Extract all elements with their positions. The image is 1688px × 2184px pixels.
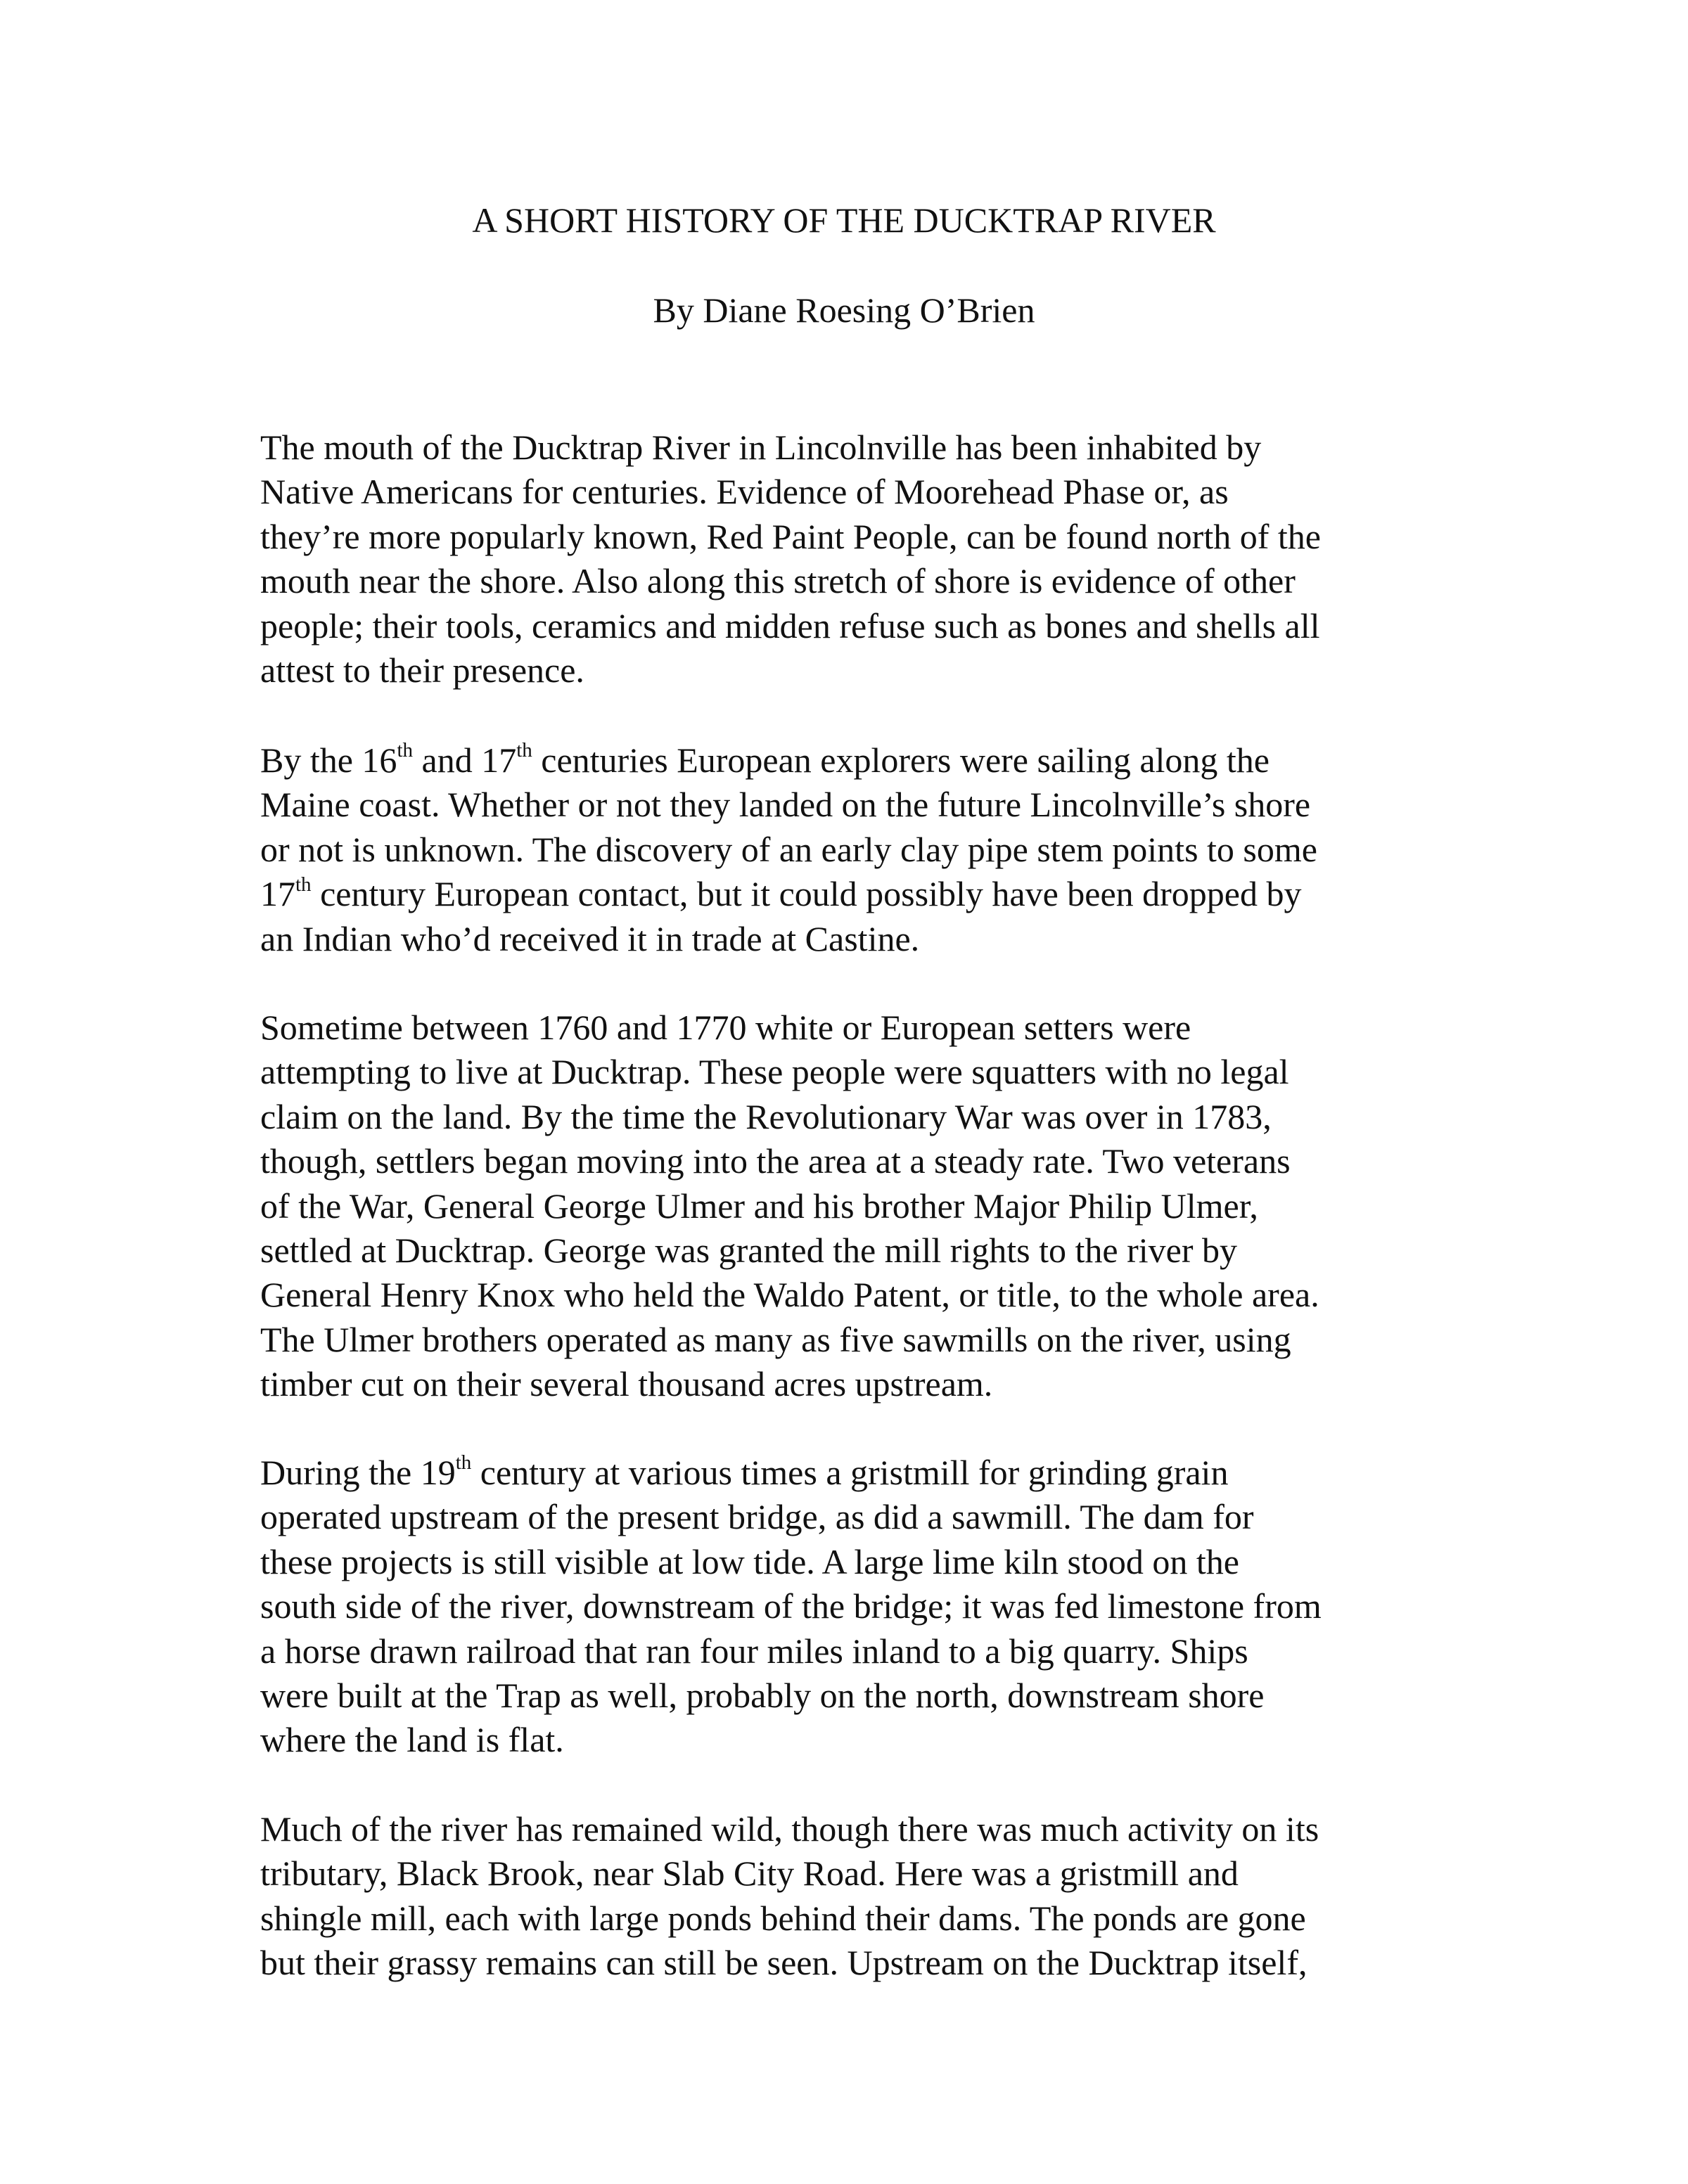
text-line: Much of the river has remained wild, though there was much activity on its <box>260 1809 1319 1849</box>
text-line: timber cut on their several thousand acres upstream. <box>260 1364 993 1404</box>
text-fragment: century at various times a gristmill for grinding grain <box>471 1453 1229 1492</box>
text-line: Maine coast. Whether or not they landed on the future Lincolnville’s shore <box>260 785 1311 825</box>
paragraph-native-americans <box>260 425 1470 693</box>
text-line: of the War, General George Ulmer and his brother Major Philip Ulmer, <box>260 1186 1258 1226</box>
text-line: claim on the land. By the time the Revolutionary War was over in 1783, <box>260 1096 1272 1136</box>
text-line: tributary, Black Brook, near Slab City Road. Here was a gristmill and <box>260 1854 1239 1894</box>
text-line: Sometime between 1760 and 1770 white or European setters were <box>260 1008 1191 1047</box>
text-line: where the land is flat. <box>260 1720 564 1760</box>
text-line <box>260 872 1470 916</box>
ordinal-superscript: th <box>455 1451 472 1475</box>
text-fragment: During the 19 <box>260 1453 456 1492</box>
text-fragment: By the 16 <box>260 740 397 780</box>
text-line: or not is unknown. The discovery of an early clay pipe stem points to some <box>260 829 1317 869</box>
ordinal-superscript: th <box>295 873 312 896</box>
text-line: mouth near the shore. Also along this stretch of shore is evidence of other <box>260 561 1296 601</box>
text-fragment: century European contact, but it could possibly have been dropped by <box>311 874 1302 914</box>
text-line: shingle mill, each with large ponds behind their dams. The ponds are gone <box>260 1898 1306 1938</box>
ordinal-superscript: th <box>516 739 532 762</box>
text-line: General Henry Knox who held the Waldo Patent, or title, to the whole area. <box>260 1275 1319 1315</box>
paragraph-wild-river <box>260 1807 1470 1986</box>
text-line: an Indian who’d received it in trade at Castine. <box>260 918 920 958</box>
text-line: attest to their presence. <box>260 650 584 690</box>
text-line: people; their tools, ceramics and midden refuse such as bones and shells all <box>260 605 1320 645</box>
text-fragment: centuries European explorers were sailing along the <box>532 740 1270 780</box>
text-line: though, settlers began moving into the area at a steady rate. Two veterans <box>260 1141 1291 1181</box>
text-line: they’re more popularly known, Red Paint People, can be found north of the <box>260 516 1321 556</box>
text-line: settled at Ducktrap. George was granted the mill rights to the river by <box>260 1230 1237 1270</box>
text-line: but their grassy remains can still be seen. Upstream on the Ducktrap itself, <box>260 1943 1307 1983</box>
text-line <box>260 738 1470 783</box>
document-title: A SHORT HISTORY OF THE DUCKTRAP RIVER <box>472 200 1216 240</box>
ordinal-superscript: th <box>397 739 413 762</box>
text-line <box>260 1451 1470 1495</box>
text-line: Native Americans for centuries. Evidence of Moorehead Phase or, as <box>260 472 1229 512</box>
paragraph-european-explorers <box>260 738 1470 961</box>
text-line: were built at the Trap as well, probably on the north, downstream shore <box>260 1675 1265 1715</box>
text-line: The Ulmer brothers operated as many as five sawmills on the river, using <box>260 1319 1291 1359</box>
text-line: attempting to live at Ducktrap. These people were squatters with no legal <box>260 1052 1289 1092</box>
paragraph-19th-century <box>260 1451 1470 1763</box>
text-fragment: and 17 <box>413 740 517 780</box>
text-line: these projects is still visible at low tide. A large lime kiln stood on the <box>260 1541 1239 1581</box>
text-fragment: 17 <box>260 874 295 914</box>
text-line: south side of the river, downstream of the bridge; it was fed limestone from <box>260 1586 1322 1626</box>
author-byline: By Diane Roesing O’Brien <box>653 290 1035 330</box>
text-line: a horse drawn railroad that ran four miles inland to a big quarry. Ships <box>260 1631 1248 1671</box>
text-line: The mouth of the Ducktrap River in Lincolnville has been inhabited by <box>260 428 1262 467</box>
paragraph-settlers <box>260 1006 1470 1407</box>
text-line: operated upstream of the present bridge, as did a sawmill. The dam for <box>260 1497 1254 1537</box>
